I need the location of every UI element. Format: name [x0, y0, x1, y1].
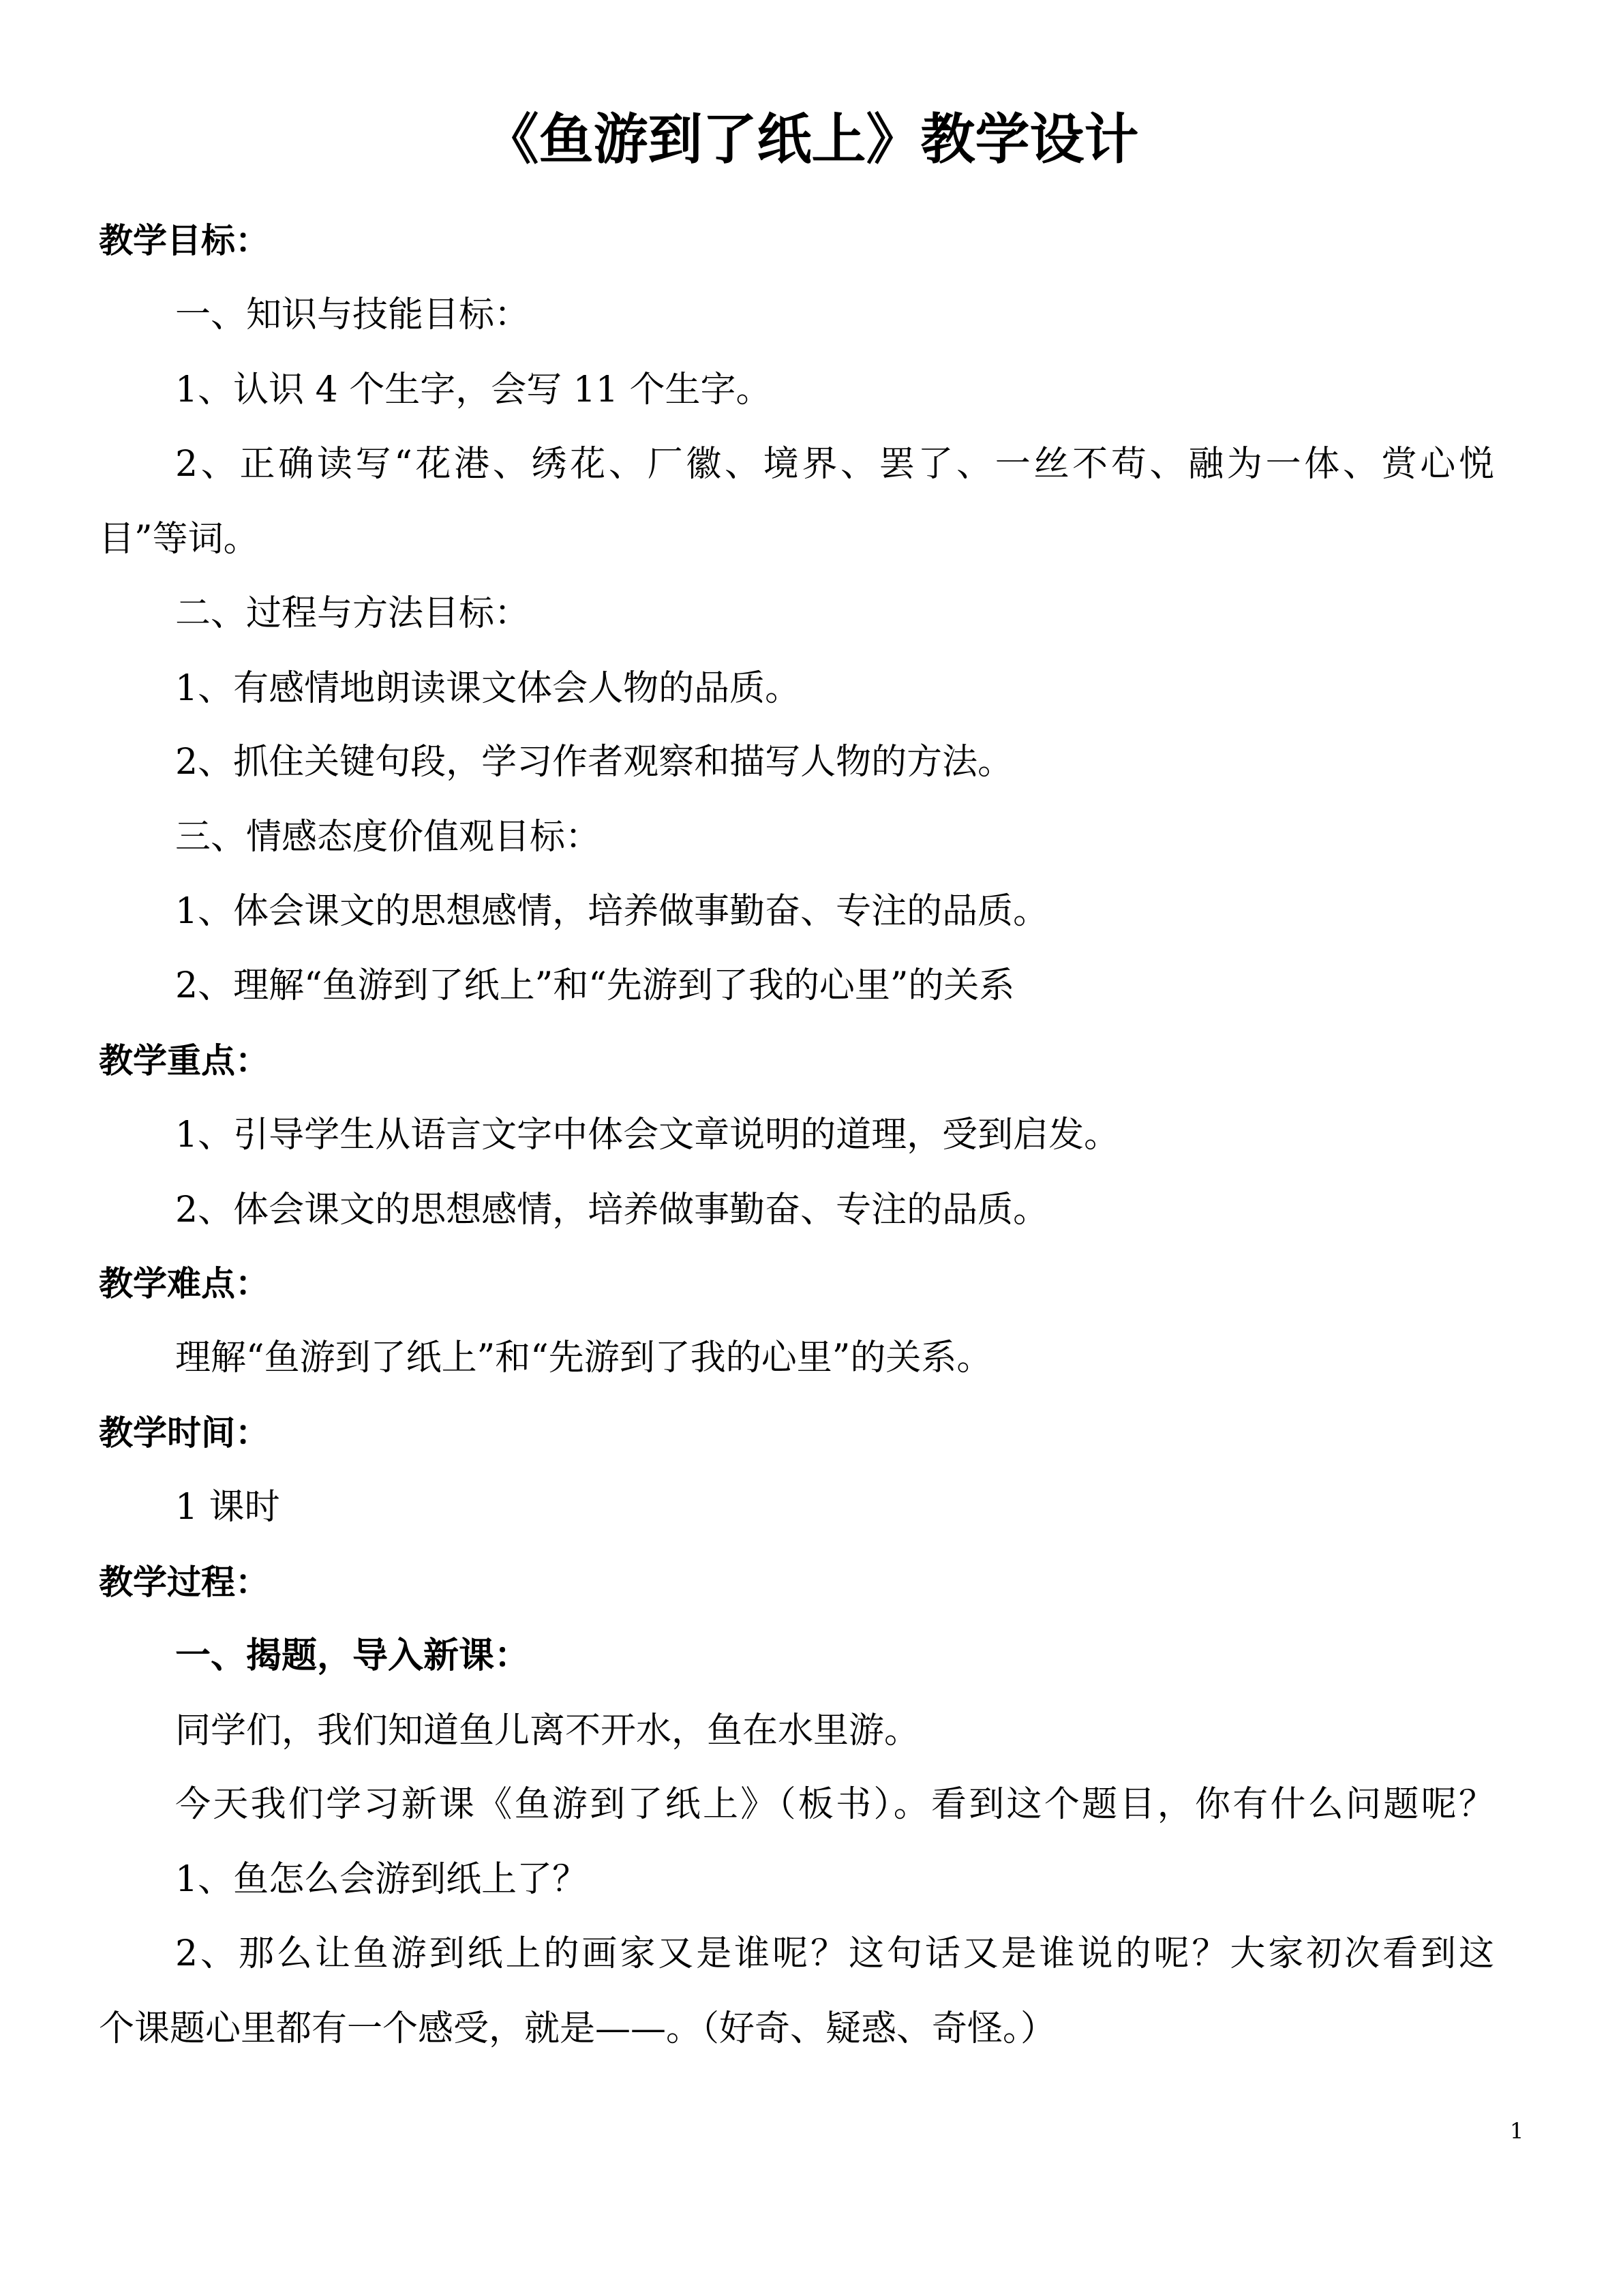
goals-emotion-item-1: 1、体会课文的思想感情，培养做事勤奋、专注的品质。 — [175, 891, 1049, 932]
goals-knowledge-item-1: 1、认识 4 个生字，会写 11 个生字。 — [175, 369, 772, 410]
section-heading-process: 教学过程： — [99, 1562, 269, 1602]
document-title: 《鱼游到了纸上》教学设计 — [484, 108, 1139, 171]
goals-emotion-item-2: 2、理解“鱼游到了纸上”和“先游到了我的心里”的关系 — [175, 965, 1015, 1006]
section-heading-goals: 教学目标： — [99, 221, 269, 260]
page-number: 1 — [1510, 2118, 1524, 2144]
goals-process-item-2: 2、抓住关键句段，学习作者观察和描写人物的方法。 — [175, 742, 1014, 783]
section-heading-time: 教学时间： — [99, 1413, 269, 1453]
process-question-1: 1、鱼怎么会游到纸上了？ — [175, 1859, 588, 1900]
key-points-item-1: 1、引导学生从语言文字中体会文章说明的道理，受到启发。 — [175, 1115, 1120, 1155]
process-step-1-heading: 一、揭题，导入新课： — [175, 1635, 530, 1676]
process-question-2-line-2: 个课题心里都有一个感受，就是——。（好奇、疑惑、奇怪。） — [99, 2008, 1057, 2049]
goals-emotion-heading: 三、情感态度价值观目标： — [175, 817, 601, 858]
difficulties-item-1: 理解“鱼游到了纸上”和“先游到了我的心里”的关系。 — [175, 1338, 992, 1378]
section-heading-key-points: 教学重点： — [99, 1041, 269, 1081]
goals-process-heading: 二、过程与方法目标： — [175, 593, 530, 634]
time-value: 1 课时 — [175, 1487, 280, 1528]
goals-knowledge-item-2-line-1: 2、正确读写“花港、绣花、厂徽、境界、罢了、一丝不苟、融为一体、赏心悦 — [175, 444, 1494, 485]
goals-process-item-1: 1、有感情地朗读课文体会人物的品质。 — [175, 668, 801, 709]
section-heading-difficulties: 教学难点： — [99, 1264, 269, 1303]
key-points-item-2: 2、体会课文的思想感情，培养做事勤奋、专注的品质。 — [175, 1190, 1049, 1230]
process-paragraph-2: 今天我们学习新课《鱼游到了纸上》（板书）。看到这个题目，你有什么问题呢？ — [175, 1784, 1494, 1825]
process-paragraph-1: 同学们，我们知道鱼儿离不开水，鱼在水里游。 — [175, 1710, 920, 1751]
process-question-2-line-1: 2、那么让鱼游到纸上的画家又是谁呢？这句话又是谁说的呢？大家初次看到这 — [175, 1933, 1494, 1974]
goals-knowledge-heading: 一、知识与技能目标： — [175, 294, 530, 335]
goals-knowledge-item-2-line-2: 目”等词。 — [99, 519, 259, 560]
